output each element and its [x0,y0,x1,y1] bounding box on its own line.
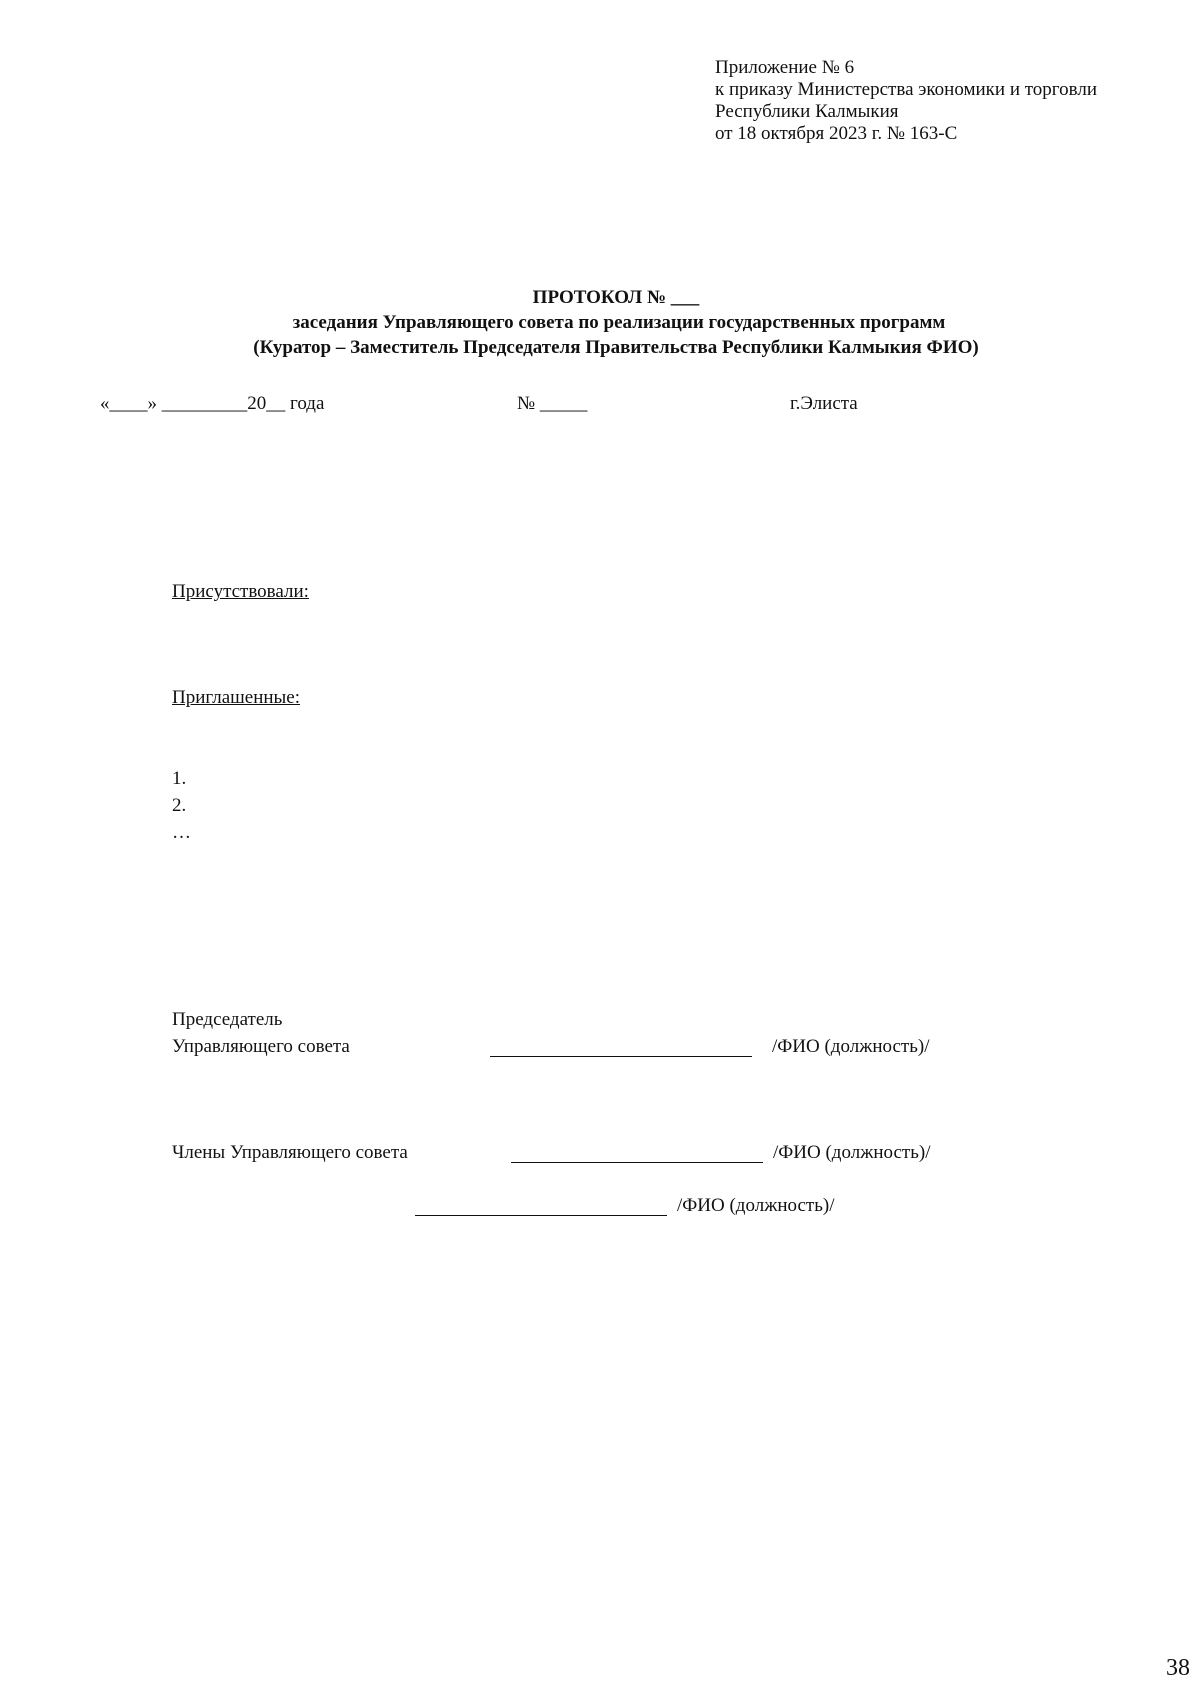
member-signature-line-1 [511,1162,763,1163]
chair-title-line-2: Управляющего совета [172,1036,350,1057]
protocol-curator: (Куратор – Заместитель Председателя Правительства Республики Калмыкия ФИО) [253,337,979,358]
chair-signature-line [490,1056,752,1057]
page-number: 38 [1166,1655,1190,1681]
appendix-line-3: Республики Калмыкия [715,101,899,122]
appendix-line-2: к приказу Министерства экономики и торговли [715,79,1097,100]
list-item: 1. [172,768,187,789]
appendix-reference [715,57,1097,145]
chair-title-line-1: Председатель [172,1009,283,1030]
appendix-line-1: Приложение № 6 [715,57,855,78]
list-item: 2. [172,795,187,816]
member-fio-1: /ФИО (должность)/ [773,1142,931,1163]
member-fio-2: /ФИО (должность)/ [677,1195,835,1216]
member-signature-line-2 [415,1215,667,1216]
protocol-number: № _____ [517,393,588,414]
protocol-city: г.Элиста [790,393,858,414]
document-title [0,285,1200,360]
appendix-line-4: от 18 октября 2023 г. № 163-С [715,123,958,144]
invited-label: Приглашенные: [172,687,301,708]
protocol-subtitle: заседания Управляющего совета по реализации государственных программ [292,312,946,333]
chair-fio: /ФИО (должность)/ [772,1036,930,1057]
present-label: Присутствовали: [172,581,309,602]
protocol-date: «____» _________20__ года [100,393,325,414]
list-item: … [172,822,191,843]
members-label: Члены Управляющего совета [172,1142,408,1163]
protocol-heading: ПРОТОКОЛ № ___ [532,287,700,308]
